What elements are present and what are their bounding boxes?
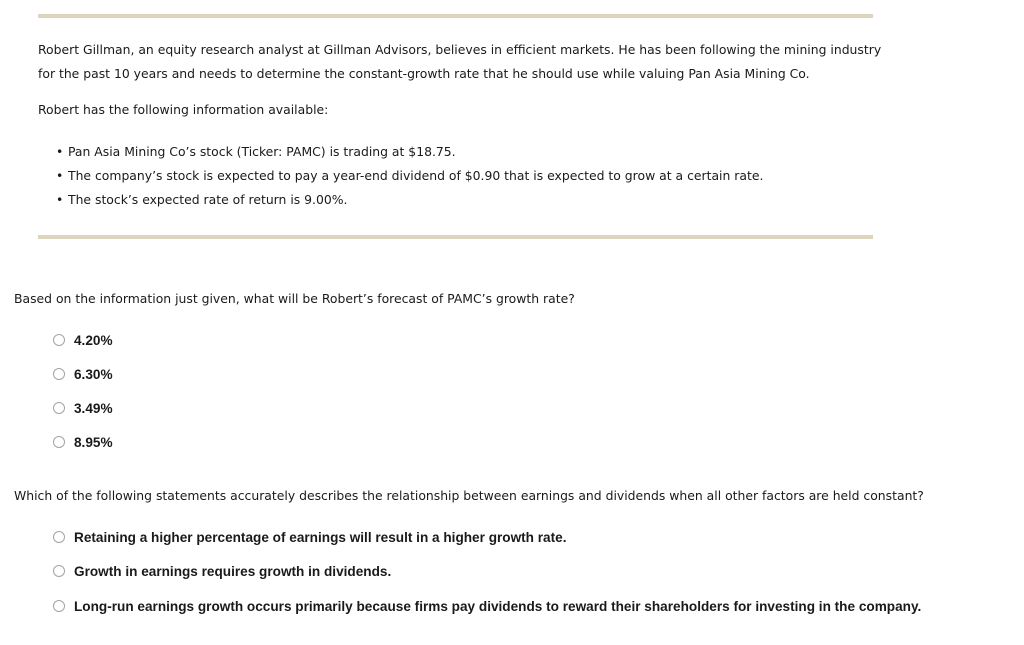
radio-button[interactable] <box>53 402 65 414</box>
bullet-text: Pan Asia Mining Co’s stock (Ticker: PAMC) is trading at $18.75. <box>68 144 456 159</box>
info-bullet-list <box>56 140 763 212</box>
bullet-text: The company’s stock is expected to pay a year-end dividend of $0.90 that is expected to grow at a certain rate. <box>68 168 764 183</box>
q2-option-2[interactable] <box>53 560 933 584</box>
option-label[interactable]: 8.95% <box>74 435 113 450</box>
radio-button[interactable] <box>53 565 65 577</box>
list-item <box>56 188 763 212</box>
intro-line-2: for the past 10 years and needs to determine the constant-growth rate that he should use while valuing Pan Asia Mining Co. <box>38 66 810 81</box>
intro-paragraph <box>38 38 888 86</box>
bullet-text: The stock’s expected rate of return is 9.00%. <box>68 192 348 207</box>
bullet-icon: • <box>56 168 64 183</box>
q1-option-2[interactable] <box>53 363 933 387</box>
radio-button[interactable] <box>53 531 65 543</box>
radio-button[interactable] <box>53 334 65 346</box>
question-1-text: Based on the information just given, what will be Robert’s forecast of PAMC’s growth rate? <box>14 291 575 306</box>
scenario-intro <box>38 38 888 122</box>
option-label[interactable]: Long-run earnings growth occurs primarily because firms pay dividends to reward their shareholders for investing in the company. <box>74 599 922 614</box>
q2-option-3[interactable] <box>53 595 933 619</box>
radio-button[interactable] <box>53 368 65 380</box>
q2-option-1[interactable] <box>53 526 933 550</box>
info-available-text: Robert has the following information available: <box>38 102 329 117</box>
q1-option-4[interactable] <box>53 431 933 455</box>
intro-line-1: Robert Gillman, an equity research analyst at Gillman Advisors, believes in efficient markets. He has been following the mining industry <box>38 42 882 57</box>
option-label[interactable]: 4.20% <box>74 333 113 348</box>
option-label[interactable]: Growth in earnings requires growth in dividends. <box>74 564 392 579</box>
list-item <box>56 140 763 164</box>
radio-button[interactable] <box>53 436 65 448</box>
question-2-text: Which of the following statements accurately describes the relationship between earnings and dividends when all other factors are held constant? <box>14 488 924 503</box>
q1-option-1[interactable] <box>53 329 933 353</box>
list-item <box>56 164 763 188</box>
option-label[interactable]: 3.49% <box>74 401 113 416</box>
top-divider <box>38 14 873 18</box>
q1-option-3[interactable] <box>53 397 933 421</box>
radio-button[interactable] <box>53 600 65 612</box>
option-label[interactable]: Retaining a higher percentage of earnings will result in a higher growth rate. <box>74 530 567 545</box>
option-label[interactable]: 6.30% <box>74 367 113 382</box>
bottom-divider <box>38 235 873 239</box>
bullet-icon: • <box>56 144 64 159</box>
bullet-icon: • <box>56 192 64 207</box>
